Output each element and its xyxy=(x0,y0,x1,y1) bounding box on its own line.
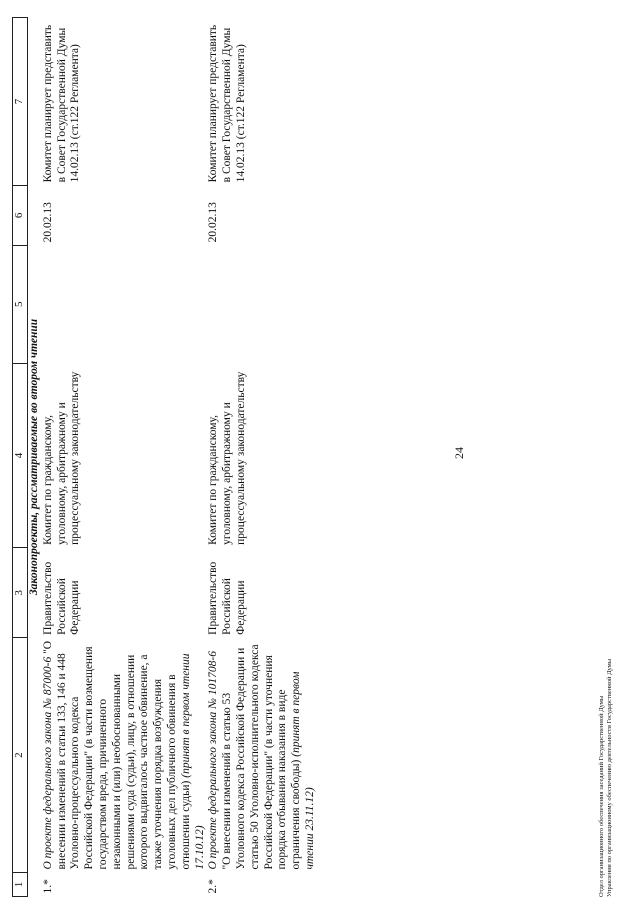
bill-title-body: "О внесении изменений в статьи 133, 146 и 448 Уголовно-процессуального кодекса Российской Федерации" (в части возмещения государством вреда, причиненного незаконными и (или) необоснованными решениями суда (судьи), лицу, в отношении которого выдвигалось частное обвинение, а также уточнения порядка возбуждения уголовных дел публичного обвинения в отношении судьи) xyxy=(41,640,192,870)
col-header-1: 1 xyxy=(13,873,28,897)
date: 20.02.13 xyxy=(207,202,220,243)
col5-cell xyxy=(42,245,208,363)
footer-line-1: Отдел организационного обеспечения заседаний Государственной Думы xyxy=(598,695,605,897)
initiator: Правительство Российской Федерации xyxy=(207,561,247,635)
bill-title-body: "О внесении изменений в статью 53 Уголовного кодекса Российской Федерации и статью 50 Уголовно-исполнительного кодекса Российской Федерации" (в части уточнения порядка отбывания наказания в виде ограничения свободы) xyxy=(221,644,303,870)
col-header-7: 7 xyxy=(13,18,28,186)
col-header-3: 3 xyxy=(13,548,28,638)
row-number: 1.* xyxy=(41,879,54,894)
bill-title xyxy=(207,638,317,873)
footer-line-2: Управления по организационному обеспечению деятельности Государственной Думы xyxy=(606,658,614,897)
section-heading: Законопроекты, рассматриваемые во втором чтении xyxy=(28,318,40,596)
committee: Комитет по гражданскому, уголовному, арбитражному и процессуальному законодательству xyxy=(207,371,247,545)
row-number: 2.* xyxy=(207,879,220,894)
section-heading-row xyxy=(28,18,42,897)
page-number: 24 xyxy=(452,447,466,459)
table-row xyxy=(42,18,208,897)
col-header-2: 2 xyxy=(13,638,28,873)
note: Комитет планирует представить в Совет Государственной Думы 14.02.13 (ст.122 Регламента) xyxy=(207,24,247,183)
column-number-row xyxy=(13,18,28,897)
footer xyxy=(598,659,614,897)
bill-reading-note: (принят в первом чтении 23.11.12) xyxy=(290,671,316,870)
initiator: Правительство Российской Федерации xyxy=(41,561,82,635)
note: Комитет планирует представить в Совет Государственной Думы 14.02.13 (ст.122 Регламента) xyxy=(41,24,82,183)
col5-cell xyxy=(207,245,317,363)
table-row xyxy=(207,18,317,897)
bill-title-lead: О проекте федерального закона № 101708-6 xyxy=(207,651,220,870)
bills-table xyxy=(12,17,318,897)
bill-reading-note: (принят в первом чтении 17.10.12) xyxy=(179,653,206,870)
col-header-4: 4 xyxy=(13,363,28,548)
col-header-6: 6 xyxy=(13,185,28,245)
col-header-5: 5 xyxy=(13,245,28,363)
committee: Комитет по гражданскому, уголовному, арбитражному и процессуальному законодательству xyxy=(41,371,82,545)
date: 20.02.13 xyxy=(41,202,54,243)
bill-title-lead: О проекте федерального закона № 87000-6 xyxy=(41,656,54,870)
bill-title xyxy=(42,638,208,873)
